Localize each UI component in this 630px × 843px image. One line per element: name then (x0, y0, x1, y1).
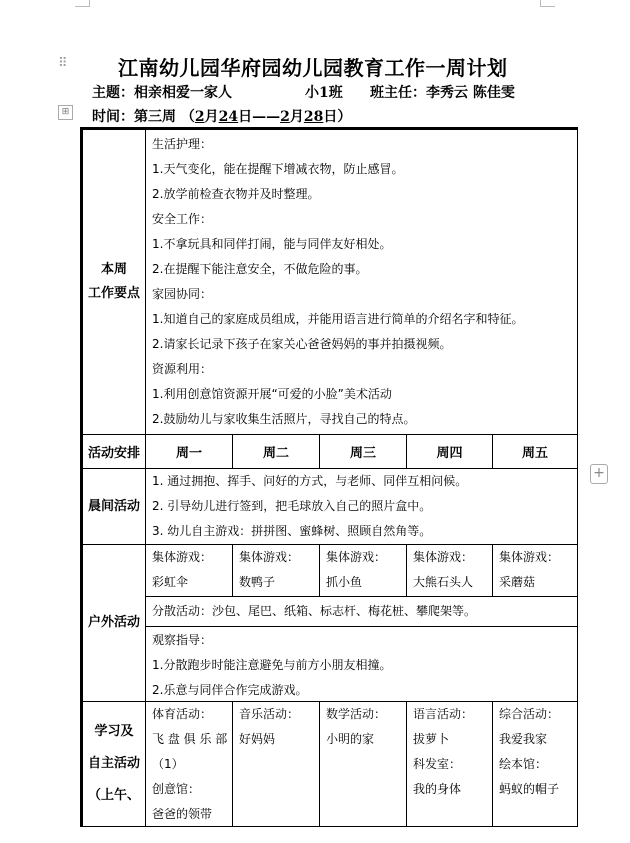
learning-line: 爸爸的领带 (152, 807, 213, 821)
learning-line: 创意馆： (152, 782, 201, 796)
learning-label-line: 自主活动 (87, 756, 140, 771)
focus-line: 1.知道自己的家庭成员组成，并能用语言进行简单的介绍名字和特征。 (152, 312, 524, 326)
teacher-line (370, 82, 515, 102)
focus-line: 1.利用创意馆资源开展“可爱的小脸”美术活动 (152, 387, 392, 401)
document-title: 江南幼儿园华府园幼儿园教育工作一周计划 (118, 56, 508, 80)
learning-line: 综合活动： (499, 707, 560, 721)
start-day: 24 (218, 109, 239, 125)
month-char-1: 月 (204, 109, 219, 125)
day-header-mon: 周一 (146, 435, 233, 469)
week-value: 第三周 (134, 109, 176, 125)
focus-line: 1.天气变化，能在提醒下增减衣物，防止感冒。 (152, 162, 404, 176)
learning-thu[interactable] (407, 702, 493, 827)
focus-line: 2.在提醒下能注意安全，不做危险的事。 (152, 262, 368, 276)
page-corner-right (540, 0, 555, 7)
outdoor-group-fri[interactable] (493, 545, 578, 597)
range-close: ） (337, 109, 352, 125)
focus-line: 家园协同： (152, 287, 213, 301)
group-game: 彩虹伞 (152, 575, 189, 589)
observe-line: 1.分散跑步时能注意避免与前方小朋友相撞。 (152, 658, 392, 672)
outdoor-group-tue[interactable] (233, 545, 320, 597)
outdoor-observe-cell[interactable] (146, 627, 578, 702)
focus-line: 资源利用： (152, 362, 213, 376)
start-month: 2 (194, 109, 205, 125)
morning-line: 3. 幼儿自主游戏：拼拼图、蜜蜂树、照顾自然角等。 (152, 524, 432, 538)
end-month: 2 (280, 109, 290, 125)
morning-line: 2. 引导幼儿进行签到，把毛球放入自己的照片盒中。 (152, 499, 432, 513)
focus-label-cell (83, 130, 146, 435)
end-day: 28 (303, 109, 324, 125)
focus-label-line2: 工作要点 (87, 286, 140, 301)
day-header-thu: 周四 (407, 435, 493, 469)
learning-line: 飞 盘 俱 乐 部 (152, 732, 228, 746)
learning-wed[interactable] (320, 702, 407, 827)
range-dash: —— (252, 109, 281, 125)
day-header-fri: 周五 (493, 435, 578, 469)
theme-label: 主题： (92, 85, 134, 101)
morning-content-cell[interactable] (146, 469, 578, 545)
move-handle-icon[interactable]: ⠿ (58, 56, 68, 71)
outdoor-scatter-cell[interactable]: 分散活动：沙包、尾巴、纸箱、标志杆、梅花桩、攀爬架等。 (146, 597, 578, 627)
outdoor-group-mon[interactable] (146, 545, 233, 597)
focus-content-cell[interactable] (146, 130, 578, 435)
weekly-plan-table (80, 127, 578, 827)
teacher-label: 班主任： (370, 85, 426, 101)
group-title: 集体游戏： (152, 550, 213, 564)
group-title: 集体游戏： (499, 550, 560, 564)
focus-line: 2.鼓励幼儿与家收集生活照片，寻找自己的特点。 (152, 412, 416, 426)
theme-value: 相亲相爱一家人 (134, 85, 232, 101)
outdoor-label-cell: 户外活动 (83, 545, 146, 702)
learning-line: 语言活动： (413, 707, 474, 721)
learning-line: 数学活动： (326, 707, 387, 721)
time-line (92, 106, 351, 126)
teacher-names: 李秀云 陈佳雯 (426, 85, 515, 101)
group-title: 集体游戏： (413, 550, 474, 564)
page-corner-left (75, 0, 90, 7)
learning-tue[interactable] (233, 702, 320, 827)
observe-line: 观察指导： (152, 633, 213, 647)
focus-line: 生活护理： (152, 137, 213, 151)
add-row-button[interactable]: + (590, 464, 608, 484)
learning-label-line: （上午、 (87, 788, 140, 803)
theme-line (92, 82, 232, 102)
morning-label-cell: 晨间活动 (83, 469, 146, 545)
focus-line: 2.放学前检查衣物并及时整理。 (152, 187, 320, 201)
month-char-2: 月 (289, 109, 304, 125)
group-game: 数鸭子 (239, 575, 276, 589)
learning-line: 我的身体 (413, 782, 462, 796)
learning-line: （1） (152, 757, 184, 771)
learning-line: 小明的家 (326, 732, 375, 746)
morning-line: 1. 通过拥抱、挥手、问好的方式，与老师、同伴互相问候。 (152, 474, 468, 488)
day-char-1: 日 (238, 109, 253, 125)
group-title: 集体游戏： (326, 550, 387, 564)
learning-label-cell (83, 702, 146, 827)
learning-line: 好妈妈 (239, 732, 276, 746)
learning-line: 绘本馆： (499, 757, 548, 771)
learning-line: 蚂蚁的帽子 (499, 782, 560, 796)
learning-line: 我爱我家 (499, 732, 548, 746)
learning-fri[interactable] (493, 702, 578, 827)
focus-line: 1.不拿玩具和同伴打闹，能与同伴友好相处。 (152, 237, 392, 251)
group-game: 大熊石头人 (413, 575, 474, 589)
learning-line: 音乐活动： (239, 707, 300, 721)
class-name: 小1班 (305, 85, 343, 101)
range-open: （ (180, 109, 195, 125)
learning-line: 科发室： (413, 757, 462, 771)
day-header-tue: 周二 (233, 435, 320, 469)
outdoor-group-wed[interactable] (320, 545, 407, 597)
observe-line: 2.乐意与同伴合作完成游戏。 (152, 683, 308, 697)
learning-line: 体育活动： (152, 707, 213, 721)
schedule-label-cell: 活动安排 (83, 435, 146, 469)
learning-mon[interactable] (146, 702, 233, 827)
group-title: 集体游戏： (239, 550, 300, 564)
group-game: 抓小鱼 (326, 575, 363, 589)
outdoor-group-thu[interactable] (407, 545, 493, 597)
day-header-wed: 周三 (320, 435, 407, 469)
group-game: 采蘑菇 (499, 575, 536, 589)
focus-label-line1: 本周 (100, 262, 127, 277)
day-char-2: 日 (323, 109, 338, 125)
focus-line: 安全工作： (152, 212, 213, 226)
time-label: 时间： (92, 109, 134, 125)
focus-line: 2.请家长记录下孩子在家关心爸爸妈妈的事并拍摄视频。 (152, 337, 452, 351)
learning-label-line: 学习及 (94, 724, 134, 739)
table-move-handle-icon[interactable]: ⊞ (58, 105, 73, 120)
learning-line: 拔萝卜 (413, 732, 450, 746)
